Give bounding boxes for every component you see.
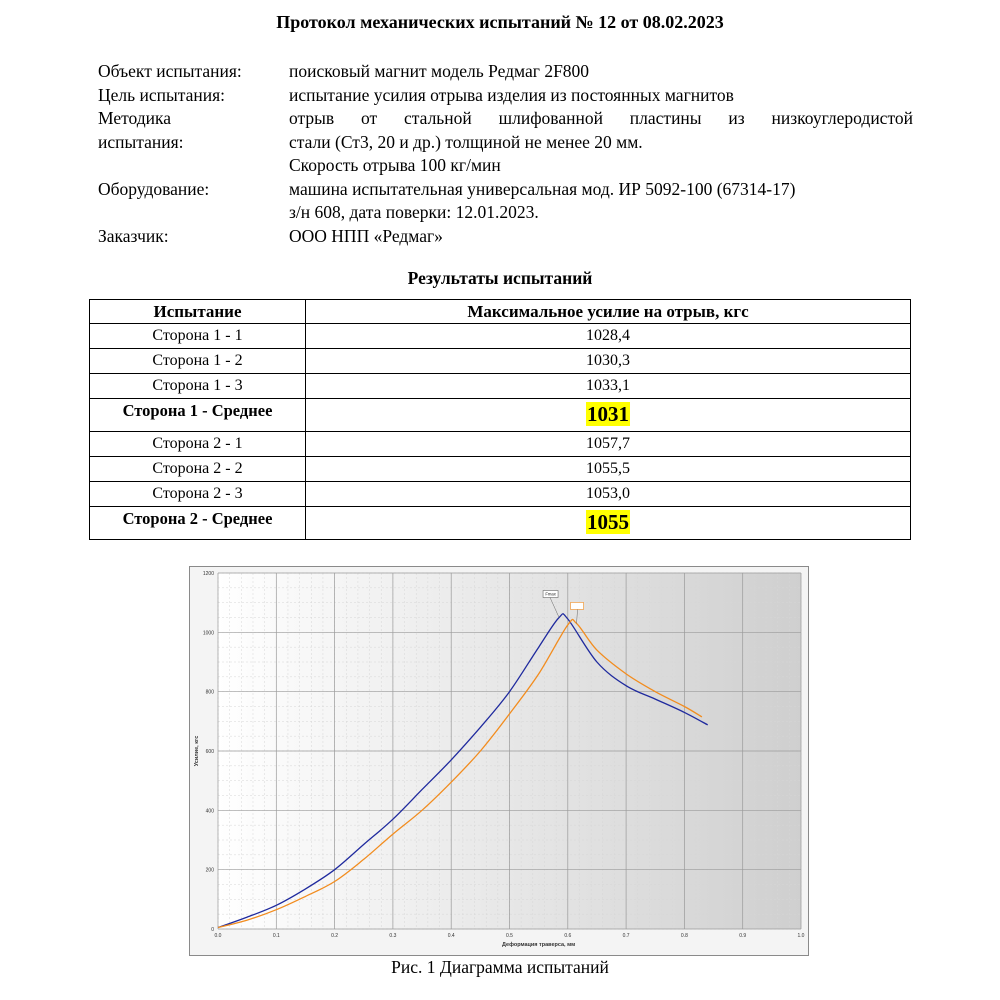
customer-label: Заказчик: bbox=[98, 225, 169, 246]
x-tick-label: 0.6 bbox=[564, 933, 572, 939]
header-test: Испытание bbox=[90, 300, 306, 324]
table-row bbox=[90, 374, 911, 399]
row-name: Сторона 1 - 3 bbox=[90, 374, 306, 399]
method-value bbox=[289, 107, 913, 178]
object-value: поисковый магнит модель Редмаг 2F800 bbox=[289, 61, 590, 81]
y-tick-label: 1000 bbox=[202, 630, 214, 637]
results-title: Результаты испытаний bbox=[407, 268, 593, 288]
x-tick-label: 0.5 bbox=[506, 933, 513, 939]
highlighted-average: 1031 bbox=[587, 401, 629, 426]
x-axis-label: Деформация траверса, мм bbox=[502, 942, 576, 948]
table-row bbox=[90, 482, 911, 507]
row-value: 1030,3 bbox=[306, 349, 911, 374]
table-row bbox=[90, 324, 911, 349]
y-tick-label: 0 bbox=[211, 927, 214, 933]
x-tick-label: 0.2 bbox=[331, 933, 339, 939]
x-tick-label: 0.9 bbox=[739, 933, 747, 939]
row-name: Сторона 2 - Среднее bbox=[90, 507, 306, 540]
info-row-method bbox=[98, 107, 913, 178]
row-value: 1055,5 bbox=[306, 457, 911, 482]
row-value bbox=[306, 399, 911, 432]
x-tick-label: 0.3 bbox=[389, 933, 397, 939]
method-label-line-2: испытания: bbox=[98, 131, 184, 152]
figure-caption: Рис. 1 Диаграмма испытаний bbox=[391, 957, 609, 977]
y-tick-label: 800 bbox=[205, 689, 214, 696]
row-name: Сторона 1 - 1 bbox=[90, 324, 306, 349]
x-tick-label: 1.0 bbox=[797, 933, 805, 939]
x-tick-label: 0.1 bbox=[272, 933, 280, 939]
equipment-value bbox=[289, 178, 913, 225]
table-header-row bbox=[90, 300, 911, 324]
row-value: 1033,1 bbox=[306, 374, 911, 399]
row-name: Сторона 2 - 3 bbox=[90, 482, 306, 507]
highlighted-average: 1055 bbox=[587, 509, 629, 534]
test-chart bbox=[189, 566, 809, 956]
equipment-label: Оборудование: bbox=[98, 178, 210, 199]
info-row-equipment bbox=[98, 178, 913, 225]
peak-label-text: Fmax bbox=[545, 591, 556, 597]
y-axis-label: Усилие, кгс bbox=[194, 735, 200, 767]
info-row-purpose bbox=[98, 84, 913, 108]
row-name: Сторона 2 - 2 bbox=[90, 457, 306, 482]
equipment-value-line-1: машина испытательная универсальная мод. ИР 5092-100 (67314-17) bbox=[289, 178, 796, 199]
row-value: 1053,0 bbox=[306, 482, 911, 507]
y-tick-label: 200 bbox=[205, 867, 214, 874]
info-row-object bbox=[98, 60, 913, 84]
object-label: Объект испытания: bbox=[98, 61, 242, 81]
table-row-average bbox=[90, 399, 911, 432]
equipment-value-line-2: з/н 608, дата поверки: 12.01.2023. bbox=[289, 202, 539, 222]
y-tick-label: 400 bbox=[205, 808, 214, 815]
customer-value: ООО НПП «Редмаг» bbox=[289, 225, 443, 246]
purpose-label: Цель испытания: bbox=[98, 84, 226, 105]
method-value-line-1: отрыв от стальной шлифованной пластины из низкоуглеродистой bbox=[289, 108, 913, 128]
x-tick-label: 0.4 bbox=[447, 933, 455, 939]
protocol-title: Протокол механических испытаний № 12 от 08.02.2023 bbox=[276, 12, 724, 32]
x-tick-label: 0.8 bbox=[680, 933, 688, 939]
y-tick-label: 600 bbox=[205, 749, 214, 755]
results-table bbox=[89, 299, 911, 540]
row-name: Сторона 1 - Среднее bbox=[90, 399, 306, 432]
row-value bbox=[306, 507, 911, 540]
row-value: 1028,4 bbox=[306, 324, 911, 349]
test-info-block bbox=[98, 60, 913, 248]
y-tick-label: 1200 bbox=[202, 571, 214, 577]
x-tick-label: 0.0 bbox=[214, 933, 222, 939]
method-label bbox=[98, 107, 289, 178]
row-name: Сторона 2 - 1 bbox=[90, 432, 306, 457]
method-value-line-2: стали (Ст3, 20 и др.) толщиной не менее 20 мм. bbox=[289, 131, 643, 152]
method-value-line-3: Скорость отрыва 100 кг/мин bbox=[289, 155, 501, 175]
x-tick-label: 0.7 bbox=[622, 933, 630, 939]
row-name: Сторона 1 - 2 bbox=[90, 349, 306, 374]
table-row bbox=[90, 432, 911, 457]
info-row-customer bbox=[98, 225, 913, 249]
table-row bbox=[90, 457, 911, 482]
table-row bbox=[90, 349, 911, 374]
chart-svg bbox=[189, 566, 809, 956]
header-max-force: Максимальное усилие на отрыв, кгс bbox=[306, 300, 911, 324]
table-row-average bbox=[90, 507, 911, 540]
method-label-line-1: Методика bbox=[98, 108, 172, 128]
purpose-value: испытание усилия отрыва изделия из постоянных магнитов bbox=[289, 84, 734, 105]
row-value: 1057,7 bbox=[306, 432, 911, 457]
peak-label-box bbox=[571, 602, 584, 609]
